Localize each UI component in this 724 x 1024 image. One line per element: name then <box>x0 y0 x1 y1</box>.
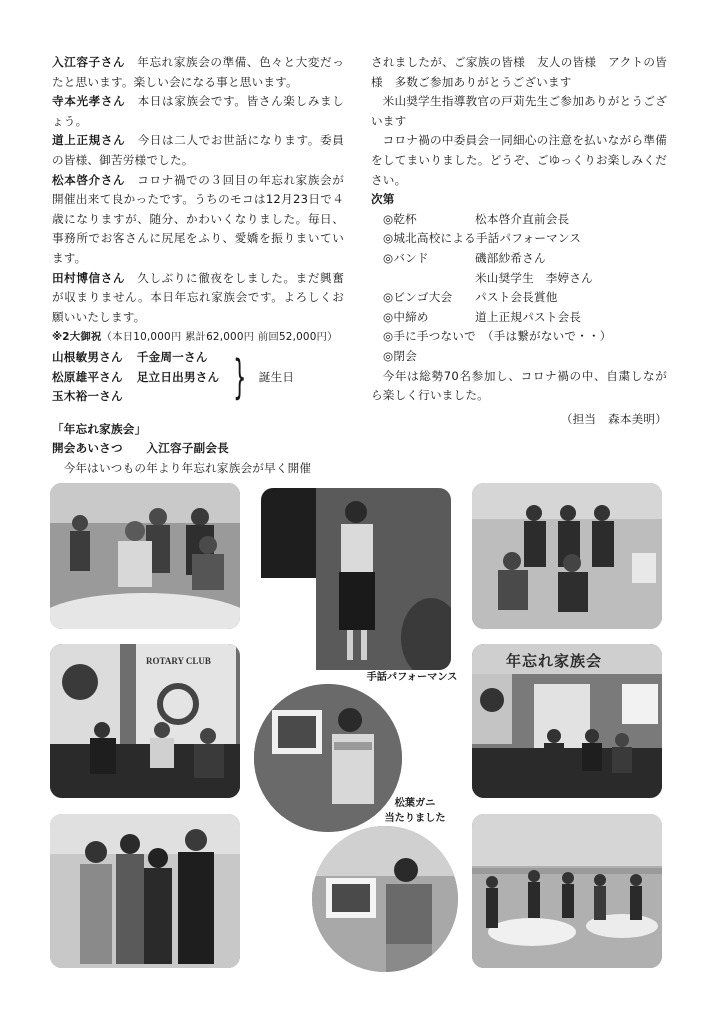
program-row: ◎手に手つないで （手は繋がないで・・） <box>383 329 612 344</box>
birthday-name: 玉木裕一さん <box>52 389 123 404</box>
photo-band-rotary <box>50 644 240 798</box>
message-irie: 入江容子さん 年忘れ家族会の準備、色々と大変だったと思います。楽しい会になる事と思います。 <box>52 55 345 89</box>
program-row: ◎閉会 <box>383 348 417 363</box>
banner-bonenkai: 年忘れ家族会 <box>506 652 603 670</box>
birthday-list <box>52 348 344 407</box>
birthday-name: 松原雄平さん <box>52 369 123 384</box>
program-title: 次第 <box>371 192 395 207</box>
birthday-label: 誕生日 <box>258 369 295 384</box>
donation-line: ※2大御祝（本日10,000円 累計62,000円 前回52,000円） <box>52 331 338 344</box>
opening-text: 今年はいつもの年より年忘れ家族会が早く開催 <box>63 460 312 475</box>
left-text-column <box>52 53 344 478</box>
caption-sign-language: 手話パフォーマンス <box>366 672 458 683</box>
birthday-names <box>52 348 219 407</box>
closing-note: 今年は総勢70名参加し、コロナ禍の中、自粛しながら楽しく行いました。 <box>371 368 667 403</box>
photo-band-banner <box>472 644 662 798</box>
message-tamura: 田村博信さん 久しぶりに徹夜をしました。まだ興奮が収まりません。本日年忘れ家族会です。よろしくお願いいたします。 <box>52 270 345 324</box>
photo-closing-circle <box>472 814 662 968</box>
right-text-column <box>371 53 667 429</box>
birthday-name: 千金周一さん <box>136 349 208 364</box>
message-michigami: 道上正規さん 今日は二人でお世話になります。委員の皆様、御苦労様でした。 <box>52 133 344 167</box>
photo-crab-prize-2 <box>312 826 458 972</box>
photo-seated-guests <box>50 483 240 629</box>
banner-rotary-club: ROTARY CLUB <box>146 656 211 666</box>
event-title: 「年忘れ家族会」 <box>52 421 147 436</box>
message-matsumoto: 松本啓介さん コロナ禍での３回目の年忘れ家族会が開催出来て良かったです。うちのモコは12月23日で４歳になりますが、随分、かわいくなりました。毎日、事務所でお客さんに尻尾をふり、愛嬌を振りまいています。 <box>52 172 345 265</box>
credit-line: （担当 森本美明） <box>560 411 667 426</box>
program-row: ◎バンド 磯部紗希さん <box>383 250 546 265</box>
opening-continued: されましたが、ご家族の皆様 友人の皆様 アクトの皆様 多数ご参加ありがとうございます <box>371 55 667 89</box>
birthday-name: 足立日出男さん <box>136 369 220 384</box>
program-row: ◎乾杯 松本啓介直前会長 <box>383 211 570 226</box>
photo-sign-language <box>261 488 451 670</box>
photo-group-standing <box>472 483 662 629</box>
program-row: ◎ビンゴ大会 パスト会長賞他 <box>383 290 558 305</box>
program-list <box>371 210 667 367</box>
program-row: ◎城北高校による手話パフォーマンス <box>383 231 582 246</box>
message-teramoto: 寺本光孝さん 本日は家族会です。皆さん楽しみましょう。 <box>52 94 344 128</box>
photo-students-group <box>50 814 240 968</box>
caption-crab: 松葉ガニ 当たりました <box>384 798 446 824</box>
committee-note: コロナ禍の中委員会一同細心の注意を払いながら準備をしてまいりました。どうぞ、ごゆっくりお楽しみください。 <box>371 133 667 187</box>
program-row: ◎中締め 道上正規パスト会長 <box>383 309 582 324</box>
thanks-togari: 米山奨学生指導教官の戸苅先生ご参加ありがとうございます <box>371 94 667 128</box>
birthday-brace: } <box>233 350 247 405</box>
opening-title: 開会あいさつ 入江容子副会長 <box>52 441 229 456</box>
program-row: 米山奨学生 李婷さん <box>475 270 593 285</box>
birthday-name: 山根敏男さん <box>52 349 123 364</box>
